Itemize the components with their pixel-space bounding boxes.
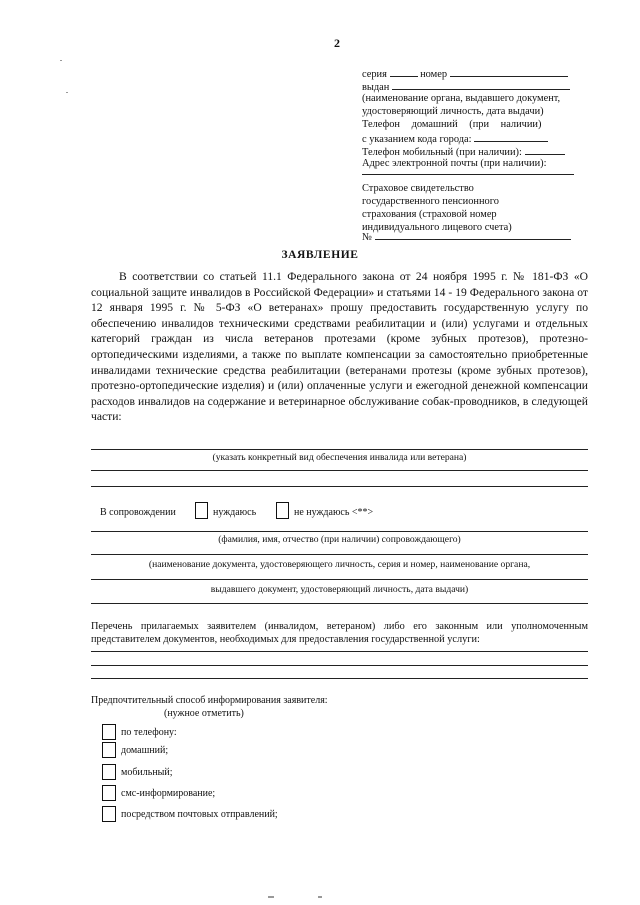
escort-doc-field-2[interactable] — [91, 579, 588, 580]
documents-list-text: Перечень прилагаемых заявителем (инвалидом, ветераном) либо его законным или уполномоченным представителем документов, необходимых для предоставления государственной услуги: — [91, 621, 588, 645]
escort-doc-caption-1: (наименование документа, удостоверяющего личность, серия и номер, наименование органа, — [148, 559, 531, 570]
home-phone-label: Телефон домашний (при наличии) — [362, 119, 542, 130]
provision-field-line-1[interactable] — [91, 449, 588, 450]
escort-name-field[interactable] — [91, 531, 588, 532]
scan-speck — [60, 60, 62, 61]
number-sign: № — [362, 232, 372, 243]
series-field[interactable] — [390, 66, 418, 77]
inform-phone-checkbox[interactable] — [102, 724, 116, 740]
provision-caption: (указать конкретный вид обеспечения инвалида или ветерана) — [212, 452, 467, 463]
number-label: номер — [420, 69, 448, 80]
document-title: ЗАЯВЛЕНИЕ — [281, 249, 359, 261]
scan-speck — [318, 896, 322, 898]
inform-mobile-checkbox[interactable] — [102, 764, 116, 780]
insurance-label-4: индивидуального лицевого счета) — [362, 222, 512, 233]
email-label: Адрес электронной почты (при наличии): — [362, 158, 547, 169]
escort-doc-field[interactable] — [91, 554, 588, 555]
inform-label: Предпочтительный способ информирования заявителя: — [91, 695, 328, 706]
escort-no-need-label: не нуждаюсь <**> — [294, 507, 374, 518]
email-field[interactable] — [362, 174, 574, 175]
issued-note-2: удостоверяющий личность, дата выдачи) — [362, 106, 544, 117]
escort-doc-field-3[interactable] — [91, 603, 588, 604]
provision-field-line-2[interactable] — [91, 470, 588, 471]
mobile-phone-label: Телефон мобильный (при наличии): — [362, 147, 522, 158]
insurance-number-field[interactable] — [375, 229, 571, 240]
insurance-label-3: страхования (страховой номер — [362, 209, 497, 220]
inform-option-mobile: мобильный; — [121, 767, 173, 778]
documents-field-line-2[interactable] — [91, 665, 588, 666]
provision-field-line-3[interactable] — [91, 486, 588, 487]
inform-home-checkbox[interactable] — [102, 742, 116, 758]
insurance-label-2: государственного пенсионного — [362, 196, 499, 207]
escort-doc-caption-2: выдавшего документ, удостоверяющий личность, дата выдачи) — [210, 584, 469, 595]
inform-sms-checkbox[interactable] — [102, 785, 116, 801]
inform-note: (нужное отметить) — [164, 708, 244, 719]
issued-note-1: (наименование органа, выдавшего документ, — [362, 93, 561, 104]
inform-option-home: домашний; — [121, 745, 169, 756]
escort-label: В сопровождении — [100, 507, 176, 518]
escort-no-need-checkbox[interactable] — [276, 502, 289, 519]
page-number: 2 — [334, 36, 340, 50]
scan-speck — [268, 896, 274, 898]
inform-option-sms: смс-информирование; — [121, 788, 216, 799]
documents-field-line-1[interactable] — [91, 651, 588, 652]
mobile-phone-field[interactable] — [525, 144, 565, 155]
inform-option-phone: по телефону: — [121, 727, 177, 738]
insurance-number-line — [362, 225, 584, 243]
home-phone-field[interactable] — [474, 131, 548, 142]
inform-mail-checkbox[interactable] — [102, 806, 116, 822]
escort-need-label: нуждаюсь — [213, 507, 257, 518]
issued-label: выдан — [362, 82, 390, 93]
escort-name-caption: (фамилия, имя, отчество (при наличии) сопровождающего) — [218, 534, 461, 545]
home-phone-label-2: с указанием кода города: — [362, 134, 472, 145]
series-label: серия — [362, 69, 387, 80]
application-body-text: В соответствии со статьей 11.1 Федерального закона от 24 ноября 1995 г. № 181-ФЗ «О социальной защите инвалидов в Российской Федерации» и статьями 14 - 19 Федерального закона от 12 января 1995 г. № 5-ФЗ «О ветеранах» прошу предоставить государственную услугу по обеспечению инвалидов техническими средствами реабилитации и (или) услугами и отдельных категорий граждан из числа ветеранов протезами (кроме зубных протезов), протезно-ортопедическими изделиями, а также по выплате компенсации за самостоятельно приобретенные инвалидами технические средства реабилитации (ветеранами протезы (кроме зубных протезов), протезно-ортопедические изделия) и (или) оплаченные услуги и ежегодной денежной компенсации расходов инвалидов на содержание и ветеринарное обслуживание собак-проводников, в следующей части: — [91, 270, 588, 424]
documents-field-line-3[interactable] — [91, 678, 588, 679]
insurance-label-1: Страховое свидетельство — [362, 183, 474, 194]
number-field[interactable] — [450, 66, 568, 77]
escort-need-checkbox[interactable] — [195, 502, 208, 519]
scan-speck — [66, 92, 68, 93]
issued-field[interactable] — [392, 79, 570, 90]
inform-option-mail: посредством почтовых отправлений; — [121, 809, 278, 820]
